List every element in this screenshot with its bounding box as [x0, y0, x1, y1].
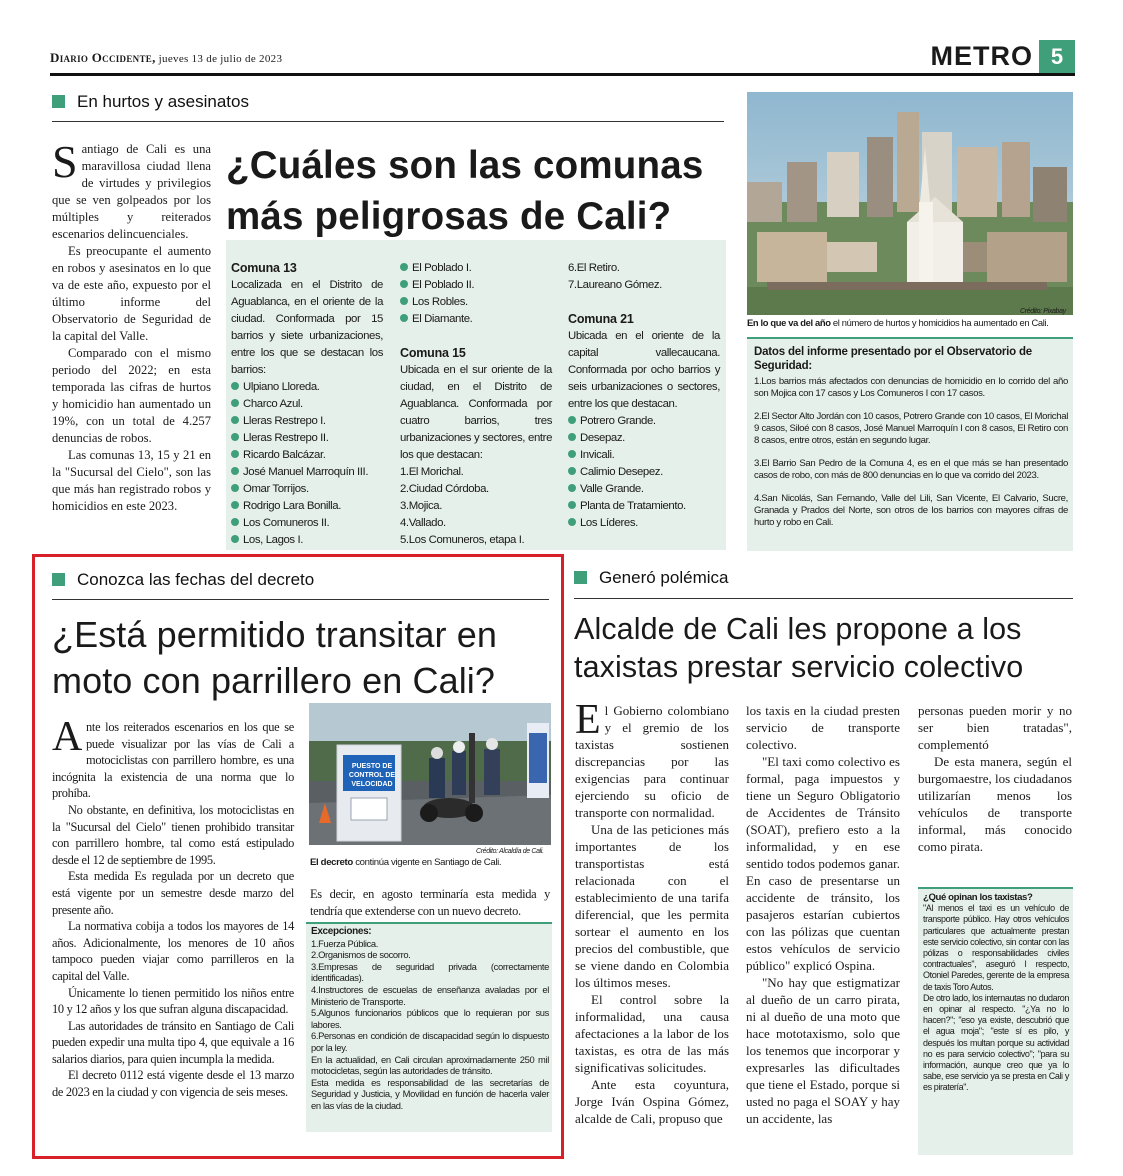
publication-date: jueves 13 de julio de 2023 — [155, 53, 283, 65]
comuna-13-text: Localizada en el Distrito de Aguablanca, en el oriente de la ciudad. Conformada por 15 barrios y siete urbanizaciones, entre los que se destacan los barrios: — [231, 279, 383, 376]
list-item: Desepaz. — [568, 430, 720, 447]
paragraph: Es preocupante el aumento en robos y asesinatos en lo que va de este año, expuesto por el último informe del Observatorio de Seguridad de la capital del Valle. — [52, 244, 211, 343]
list-item: Planta de Tratamiento. — [568, 498, 720, 515]
list-item: El Diamante. — [400, 311, 552, 328]
comuna-21-title: Comuna 21 — [568, 312, 634, 326]
story1-kicker-text: En hurtos y asesinatos — [77, 92, 249, 111]
exceptions-box-top-rule — [306, 922, 552, 924]
bullet-icon — [231, 467, 239, 475]
comuna-13-title: Comuna 13 — [231, 261, 297, 275]
paragraph: Las comunas 13, 15 y 21 en la "Sucursal del Cielo", son las que más han registrado robos y homicidios en este 2023. — [52, 448, 211, 513]
paragraph: Las autoridades de tránsito en Santiago de Cali pueden expedir una multa tipo 4, que equivale a 16 salarios diarios, para quien incumpla la medida. — [52, 1018, 294, 1066]
dropcap: A — [52, 714, 83, 760]
bullet-icon — [568, 467, 576, 475]
comuna-21-text: Ubicada en el oriente de la capital vallecaucana. Conformada por ocho barrios y seis urbanizaciones o sectores, entre los que destacan. — [568, 330, 720, 410]
exception-item: En la actualidad, en Cali circulan aproximadamente 250 mil motocicletas, según las autoridades de tránsito. — [311, 1053, 549, 1077]
paragraph: "No hay que estigmatizar al dueño de un carro pirata, ni al dueño de una moto que hace mototaxismo, solo que los tenemos que incorporar y expresarles las dificultades que tiene el Estado, porque si usted no paga el SOAY y hay un accidente, las — [746, 975, 900, 1126]
list-item: 6.El Retiro. — [568, 262, 620, 274]
bullet-icon — [568, 416, 576, 424]
list-item: Valle Grande. — [568, 481, 720, 498]
story3-kicker — [574, 568, 728, 588]
story2-kicker-rule — [52, 599, 549, 600]
comuna-15-text: Ubicada en el sur oriente de la ciudad, en el Distrito de Aguablanca. Conformada por cuatro barrios, tres urbanizaciones y sectores, entre los que destacan: — [400, 364, 552, 461]
bullet-icon — [231, 433, 239, 441]
cali-city-photo — [747, 92, 1073, 315]
list-item: Calimio Desepez. — [568, 464, 720, 481]
headline-line: moto con parrillero en Cali? — [52, 660, 496, 701]
page-number: 5 — [1039, 40, 1075, 73]
bullet-icon — [400, 263, 408, 271]
list-item: Ulpiano Lloreda. — [231, 379, 383, 396]
list-item: Lleras Restrepo I. — [231, 413, 383, 430]
story2-headline — [52, 612, 552, 704]
bullet-icon — [231, 501, 239, 509]
exception-item: 4.Instructores de escuelas de enseñanza avaladas por el Ministerio de Transporte. — [311, 983, 549, 1007]
paragraph: El decreto 0112 está vigente desde el 13 marzo de 2023 en la ciudad y con vigencia de seis meses. — [52, 1068, 294, 1100]
story2-kicker-text: Conozca las fechas del decreto — [77, 570, 315, 589]
publication-name — [50, 50, 282, 66]
publication-title: Diario Occidente, — [50, 50, 156, 65]
paragraph: Ante esta coyuntura, Jorge Iván Ospina Gómez, alcalde de Cali, propuso que — [575, 1077, 729, 1126]
list-item: 3.Mojica. — [400, 500, 442, 512]
list-item: Omar Torrijos. — [231, 481, 383, 498]
story2-photo-caption: El decreto continúa vigente en Santiago de Cali. — [310, 857, 502, 868]
story3-headline — [574, 610, 1074, 686]
bullet-icon — [231, 382, 239, 390]
exception-item: Esta medida es responsabilidad de las secretarías de Seguridad y Justicia, y Movilidad en función de hacerla valer en las vías de la ciudad. — [311, 1076, 549, 1111]
paragraph: Únicamente lo tienen permitido los niños entre 10 y 12 años y los que sufran alguna discapacidad. — [52, 985, 294, 1017]
story3-col-2 — [746, 702, 900, 1127]
taxistas-box-title: ¿Qué opinan los taxistas? — [923, 892, 1033, 903]
paragraph: Es decir, en agosto terminaría esta medida y tendría que extenderse con un nuevo decreto. — [310, 887, 550, 918]
list-item: 2.Ciudad Córdoba. — [400, 483, 489, 495]
list-item: Los Robles. — [400, 294, 552, 311]
bullet-icon — [231, 450, 239, 458]
list-item: Los Líderes. — [568, 515, 720, 532]
paragraph: personas pueden morir y no ser bien tratadas", complementó — [918, 703, 1072, 752]
list-item: Potrero Grande. — [568, 413, 720, 430]
bullet-icon — [231, 416, 239, 424]
paragraph: Comparado con el mismo periodo del 2022; en esta temporada las cifras de hurtos y homicidio han aumentado un 19%, con un total de 4.257 denuncias de robos. — [52, 346, 211, 445]
comuna-15-title: Comuna 15 — [400, 346, 466, 360]
comunas-col-1 — [231, 260, 383, 549]
exception-item: 2.Organismos de socorro. — [311, 949, 411, 961]
list-item: Rodrigo Lara Bonilla. — [231, 498, 383, 515]
data-box-title: Datos del informe presentado por el Observatorio de Seguridad: — [754, 346, 1033, 372]
paragraph: antiago de Cali es una maravillosa ciudad llena de virtudes y privilegios que se ven golpeados por los múltiples y reiterados escenarios delincuenciales. — [52, 142, 211, 241]
list-item: Invicali. — [568, 447, 720, 464]
headline-line: taxistas prestar servicio colectivo — [574, 650, 1024, 684]
story3-kicker-rule — [574, 598, 1073, 599]
sign-line: VELOCIDAD — [351, 781, 393, 788]
kicker-square-icon — [52, 95, 65, 108]
exceptions-list — [311, 926, 549, 1112]
paragraph: No obstante, en definitiva, los motociclistas en la "Sucursal del Cielo" tienen prohibido transitar con parrillero hombre, tal como está estipulado desde el 12 de septiembre de 1995. — [52, 802, 294, 867]
exception-item: 1.Fuerza Pública. — [311, 937, 379, 949]
story1-kicker-rule — [52, 121, 724, 122]
data-box-items — [754, 376, 1068, 529]
story3-col-1 — [575, 697, 729, 1127]
paragraph: l Gobierno colombiano y el gremio de los taxistas sostienen discrepancias por las exigencias para continuar ejerciendo su oficio de transporte con normalidad. — [575, 703, 729, 820]
taxistas-box-top-rule — [918, 887, 1073, 889]
paragraph: Esta medida Es regulada por un decreto que está vigente por un semestre desde marzo del presente año. — [52, 869, 294, 917]
exception-item: 3.Empresas de seguridad privada (correctamente identificadas). — [311, 960, 549, 984]
bullet-icon — [400, 297, 408, 305]
masthead — [50, 40, 1075, 76]
paragraph: "El taxi como colectivo es formal, paga impuestos y tiene un Seguro Obligatorio de Accidentes de Tránsito (SOAT), prefiero esto a la informalidad, y en ese sentido todos podemos ganar. En caso de presentarse un accidente de tránsito, los pasajeros estarían cubiertos con las pólizas que cuentan estos vehículos de servicio público" explicó Ospina. — [746, 754, 900, 973]
exceptions-title: Excepciones: — [311, 926, 372, 937]
paragraph: nte los reiterados escenarios en los que se puede visualizar por las vías de Cali a motociclistas con parrillero hombre, es una incógnita la existencia de una norma que lo prohíba. — [52, 720, 294, 801]
headline-line: ¿Está permitido transitar en — [52, 614, 497, 655]
comunas-col-2 — [400, 260, 552, 549]
checkpoint-sign — [342, 762, 402, 789]
story2-continuation — [310, 886, 550, 919]
list-item: 1.El Morichal. — [400, 466, 464, 478]
list-item: 4.Vallado. — [400, 517, 446, 529]
headline-line: ¿Cuáles son las comunas — [226, 144, 704, 187]
kicker-square-icon — [574, 571, 587, 584]
headline-line: más peligrosas de Cali? — [226, 195, 672, 238]
list-item: 5.Los Comuneros, etapa I. — [400, 534, 525, 546]
list-item: Los Comuneros II. — [231, 515, 383, 532]
list-item: El Poblado II. — [400, 277, 552, 294]
sign-line: CONTROL DE — [348, 772, 396, 779]
story1-photo-caption: En lo que va del año el número de hurtos y homicidios ha aumentado en Cali. — [747, 317, 1049, 328]
bullet-icon — [231, 484, 239, 492]
list-item: Ricardo Balcázar. — [231, 447, 383, 464]
taxistas-box-content — [923, 892, 1069, 1094]
data-box-top-rule — [747, 337, 1073, 339]
kicker-square-icon — [52, 573, 65, 586]
paragraph: los taxis en la ciudad presten servicio de transporte colectivo. — [746, 703, 900, 752]
story2-body — [52, 714, 294, 1101]
data-item: 2.El Sector Alto Jordán con 10 casos, Potrero Grande con 10 casos, El Morichal 9 casos, Siloé con 8 casos, José Manuel Marroquín I con 8 casos, El Retiro con 8 casos, entre otros, están en segundo lugar. — [754, 411, 1068, 446]
bullet-icon — [231, 518, 239, 526]
story1-body — [52, 136, 211, 515]
bullet-icon — [568, 501, 576, 509]
exception-item: 5.Algunos funcionarios públicos que lo requieran por sus labores. — [311, 1007, 549, 1030]
story1-kicker — [52, 92, 249, 112]
comunas-col-3 — [568, 260, 720, 532]
dropcap: E — [575, 697, 601, 743]
story2-kicker — [52, 570, 314, 590]
dropcap: S — [52, 136, 78, 187]
list-item: José Manuel Marroquín III. — [231, 464, 383, 481]
bullet-icon — [400, 280, 408, 288]
story1-headline — [226, 140, 726, 242]
section-title: METRO — [930, 41, 1033, 71]
headline-line: Alcalde de Cali les propone a los — [574, 612, 1022, 646]
bullet-icon — [568, 484, 576, 492]
taxistas-quote: "Al menos el taxi es un vehículo de transporte público. Hay otros vehículos particulares que actualmente prestan este servicio colectivo, sin contar con las pólizas o responsabilidades civiles contractuales", aseguró l respecto, Otoniel Paredes, gerente de la empresa de taxis Toro Autos. — [923, 903, 1069, 992]
story1-photo-credit: Crédito: Pixabay — [1020, 308, 1066, 315]
data-item: 3.El Barrio San Pedro de la Comuna 4, es en el que más se han presentado casos de robo, con más de 800 denuncias en lo que va corrido del 2023. — [754, 458, 1068, 481]
paragraph: La normativa cobija a todos los mayores de 14 años. Adicionalmente, los menores de 10 años tampoco pueden viajar como parrilleros en la capital del Valle. — [52, 919, 294, 983]
exception-item: 6.Personas en condición de discapacidad según lo dispuesto por la ley. — [311, 1030, 549, 1053]
story2-photo-credit: Crédito: Alcaldía de Cali. — [476, 848, 544, 855]
data-item: 1.Los barrios más afectados con denuncias de homicidio en lo corrido del año son Mojica con 17 casos y Los Comuneros I con 17 casos. — [754, 376, 1068, 399]
data-item: 4.San Nicolás, San Fernando, Valle del Lili, San Vicente, El Calvario, Sucre, Granada y Prados del Norte, son otros de los barrios con mayores cifras de hurto y robo en Cali. — [754, 493, 1068, 528]
story3-kicker-text: Generó polémica — [599, 568, 729, 587]
list-item: Lleras Restrepo II. — [231, 430, 383, 447]
list-item: Los, Lagos I. — [231, 532, 383, 549]
bullet-icon — [400, 314, 408, 322]
paragraph: El control sobre la informalidad, una causa afectaciones a la labor de los taxistas, es otra de las más significativas solicitudes. — [575, 992, 729, 1075]
bullet-icon — [568, 450, 576, 458]
paragraph: Una de las peticiones más importantes de los transportistas está relacionada con el establecimiento de una tarifa diferencial, que les permita sortear el aumento en los precios del combustible, que se viene dando en Colombia los últimos meses. — [575, 822, 729, 990]
story3-col-3 — [918, 702, 1072, 855]
taxistas-opinions: De otro lado, los internautas no dudaron en opinar al respecto. "¿Ya no lo hacen?"; "eso ya existe, descubrió que el agua moja"; "este sí es pilo, y después los multan porque su actividad no es para servicio colectivo"; "para su información, aunque creo que ya lo sabe, ese servicio ya se presta en Cali y es piratería". — [923, 992, 1069, 1093]
bullet-icon — [231, 399, 239, 407]
bullet-icon — [568, 518, 576, 526]
list-item: El Poblado I. — [400, 260, 552, 277]
list-item: Charco Azul. — [231, 396, 383, 413]
bullet-icon — [568, 433, 576, 441]
bullet-icon — [231, 535, 239, 543]
sign-line: PUESTO DE — [351, 763, 393, 770]
list-item: 7.Laureano Gómez. — [568, 279, 662, 291]
paragraph: De esta manera, según el burgomaestre, los ciudadanos utilizarían menos los vehículos de transporte informal, más conocido como pirata. — [918, 754, 1072, 854]
